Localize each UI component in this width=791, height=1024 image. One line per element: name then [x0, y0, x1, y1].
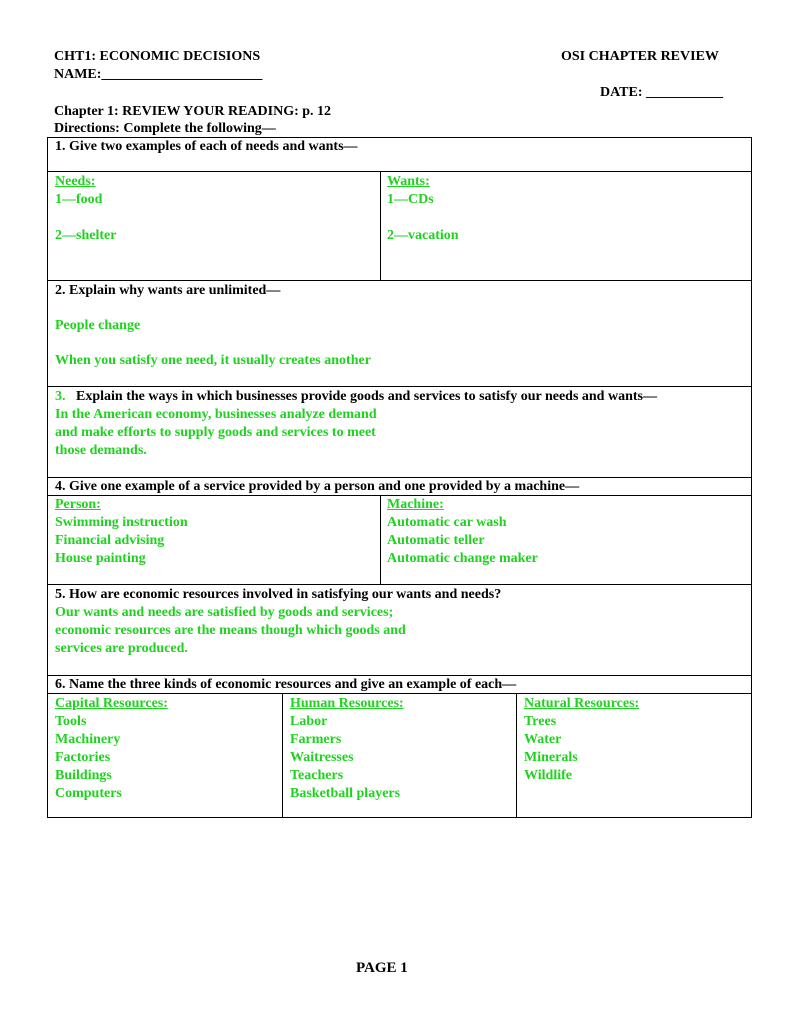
natural-item: Minerals — [524, 750, 578, 765]
machine-column — [387, 496, 538, 568]
capital-heading: Capital Resources: — [55, 696, 168, 711]
capital-item: Factories — [55, 750, 111, 765]
needs-item: 2—shelter — [55, 228, 117, 243]
machine-item: Automatic change maker — [387, 551, 538, 566]
q4-prompt: 4. Give one example of a service provided by a person and one provided by a machine— — [55, 479, 580, 494]
capital-column — [55, 695, 168, 803]
capital-item: Buildings — [55, 768, 112, 783]
needs-heading: Needs: — [55, 174, 96, 189]
q5-answer-line: Our wants and needs are satisfied by goods and services; — [55, 605, 394, 620]
q2-answer: People change — [55, 318, 141, 333]
person-item: Financial advising — [55, 533, 165, 548]
q5-prompt: 5. How are economic resources involved in satisfying our wants and needs? — [55, 587, 502, 602]
date-field: DATE: ___________ — [600, 85, 724, 100]
wants-item: 1—CDs — [387, 192, 434, 207]
page-number: PAGE 1 — [356, 960, 408, 976]
q3-prompt: Explain the ways in which businesses provide goods and services to satisfy our needs and wants— — [76, 389, 657, 404]
q3-prompt-line — [55, 388, 657, 406]
human-item: Farmers — [290, 732, 342, 747]
natural-item: Trees — [524, 714, 557, 729]
q3-number: 3. — [55, 389, 66, 404]
natural-column — [524, 695, 639, 785]
q1-prompt: 1. Give two examples of each of needs and wants— — [55, 139, 358, 154]
q5-answer-line: economic resources are the means though which goods and — [55, 623, 406, 638]
person-column — [55, 496, 188, 568]
machine-item: Automatic car wash — [387, 515, 507, 530]
machine-heading: Machine: — [387, 497, 444, 512]
person-heading: Person: — [55, 497, 101, 512]
capital-item: Tools — [55, 714, 87, 729]
machine-item: Automatic teller — [387, 533, 485, 548]
q3-answer — [55, 406, 377, 460]
directions: Directions: Complete the following— — [54, 121, 276, 136]
q5-answer-line: services are produced. — [55, 641, 188, 656]
q5-answer — [55, 604, 406, 658]
wants-column — [387, 173, 459, 245]
capital-item: Machinery — [55, 732, 121, 747]
q3-answer-line: those demands. — [55, 443, 147, 458]
needs-column — [55, 173, 116, 245]
human-item: Basketball players — [290, 786, 401, 801]
person-item: House painting — [55, 551, 146, 566]
wants-item: 2—vacation — [387, 228, 459, 243]
q3-answer-line: In the American economy, businesses analyze demand — [55, 407, 377, 422]
human-heading: Human Resources: — [290, 696, 404, 711]
person-item: Swimming instruction — [55, 515, 188, 530]
name-field: NAME:_______________________ — [54, 67, 263, 82]
wants-heading: Wants: — [387, 174, 430, 189]
human-item: Labor — [290, 714, 328, 729]
needs-item: 1—food — [55, 192, 103, 207]
q6-prompt: 6. Name the three kinds of economic resources and give an example of each— — [55, 677, 517, 692]
q2-prompt: 2. Explain why wants are unlimited— — [55, 283, 281, 298]
course-title: CHT1: ECONOMIC DECISIONS — [54, 49, 261, 64]
natural-item: Wildlife — [524, 768, 572, 783]
human-column — [290, 695, 404, 803]
capital-item: Computers — [55, 786, 122, 801]
q3-answer-line: and make efforts to supply goods and services to meet — [55, 425, 376, 440]
chapter-line: Chapter 1: REVIEW YOUR READING: p. 12 — [54, 104, 332, 119]
q2-answer: When you satisfy one need, it usually creates another — [55, 353, 371, 368]
natural-item: Water — [524, 732, 562, 747]
human-item: Teachers — [290, 768, 344, 783]
natural-heading: Natural Resources: — [524, 696, 640, 711]
review-title: OSI CHAPTER REVIEW — [561, 49, 719, 64]
human-item: Waitresses — [290, 750, 354, 765]
